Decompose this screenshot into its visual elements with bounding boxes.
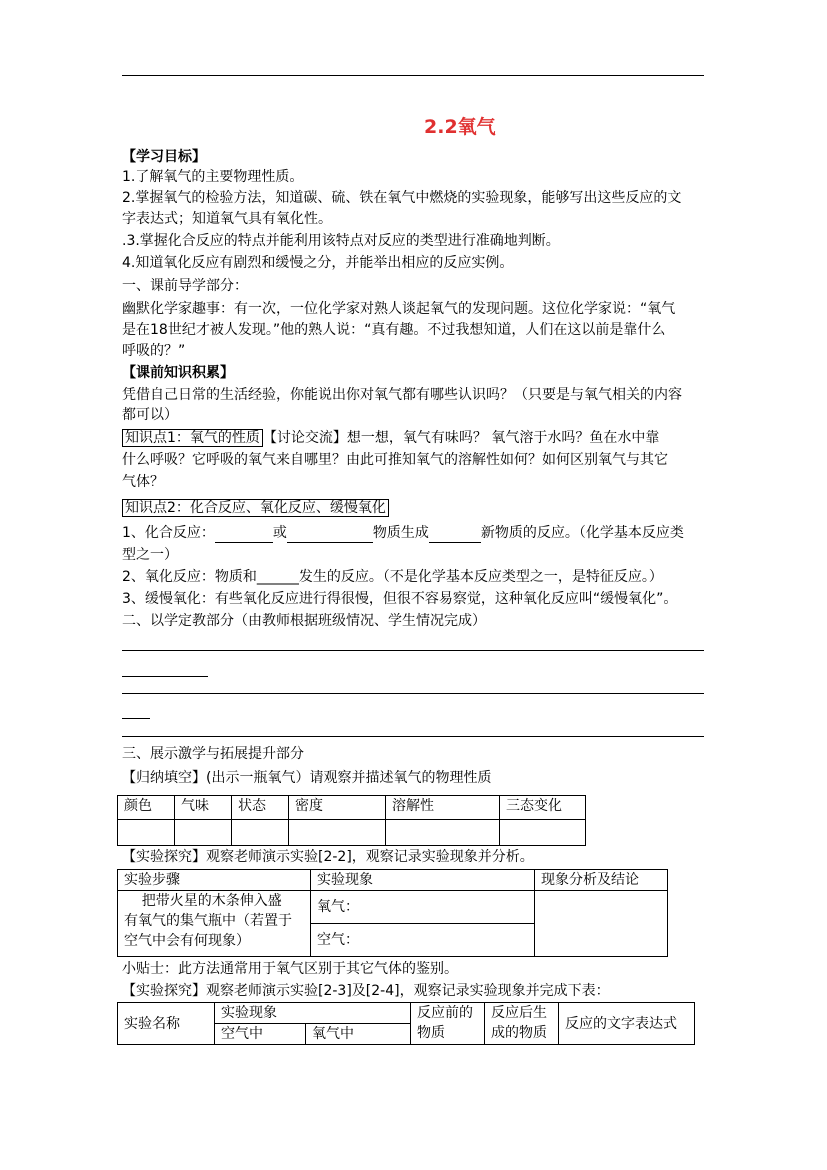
definition-compound-reaction: 1、化合反应： 或 物质生成 新物质的反应。（化学基本反应类 [122,525,684,541]
objective-item: 字表达式；知道氧气具有氧化性。 [122,211,332,227]
story-line: 幽默化学家趣事：有一次，一位化学家对熟人谈起氧气的发现问题。这位化学家说：“氧气 [122,301,676,317]
page-title: 2.2氧气 [424,116,496,138]
table-cell [386,820,500,846]
table-header: 实验现象 [311,870,535,891]
story-line: 是在18世纪才被人发现。”他的熟人说：“真有趣。不过我想知道，人们在这以前是靠什么 [122,322,666,338]
table-cell [175,820,232,846]
table-cell [535,891,668,957]
knowledge-heading: 【课前知识积累】 [122,365,234,381]
table-header: 实验步骤 [118,870,311,891]
reaction-table [117,1002,695,1045]
point1-text: 气体？ [122,474,164,490]
header-rule [122,75,704,76]
table-header: 密度 [289,796,386,820]
answer-line [122,676,208,677]
blank [287,526,373,543]
experiment-step: 把带火星的木条伸入盛 有氧气的集气瓶中（若置于 空气中会有何现象） [118,891,311,957]
table-header: 空气中 [215,1024,306,1045]
section-heading: 二、以学定教部分（由教师根据班级情况、学生情况完成） [122,613,486,629]
definition-compound-reaction: 型之一） [122,547,178,563]
table-header: 气味 [175,796,232,820]
table-header: 颜色 [118,796,175,820]
physical-properties-table [117,795,586,846]
table-header: 实验现象 [215,1003,411,1024]
oxygen-observation: 氧气： [311,891,535,924]
point1-label: 知识点1：氧气的性质 [122,429,263,447]
table-header: 实验名称 [118,1003,215,1045]
definition-slow-oxidation: 3、缓慢氧化：有些氧化反应进行得很慢，但很不容易察觉，这种氧化反应叫“缓慢氧化”。 [122,591,678,607]
table-header: 反应前的 物质 [411,1003,485,1045]
point1-row [122,428,659,448]
objective-item: 1.了解氧气的主要物理性质。 [122,169,304,185]
objectives-heading: 【学习目标】 [122,149,206,165]
section-heading: 三、展示激学与拓展提升部分 [122,746,304,762]
table-header: 状态 [232,796,289,820]
story-line: 呼吸的？” [122,343,186,359]
knowledge-text: 都可以） [122,407,178,423]
table-cell [500,820,586,846]
point2-row [122,498,389,518]
objective-item: 2.掌握氧气的检验方法，知道碳、硫、铁在氧气中燃烧的实验现象，能够写出这些反应的文 [122,190,682,206]
experiment-table [117,869,668,957]
answer-line [122,718,150,719]
air-observation: 空气： [311,924,535,957]
objective-item: 4.知道氧化反应有剧烈和缓慢之分，并能举出相应的反应实例。 [122,255,514,271]
definition-oxidation: 2、氧化反应：物质和______发生的反应。（不是化学基本反应类型之一，是特征反应。） [122,569,663,585]
table-header: 氧气中 [306,1024,411,1045]
point1-text: 什么呼吸？它呼吸的氧气来自哪里？由此可推知氧气的溶解性如何？如何区别氧气与其它 [122,452,668,468]
table-header: 三态变化 [500,796,586,820]
table-header: 现象分析及结论 [535,870,668,891]
objective-item: .3.掌握化合反应的特点并能利用该特点对反应的类型进行准确地判断。 [122,233,560,249]
answer-line [122,650,704,651]
tip-text: 小贴士：此方法通常用于氧气区别于其它气体的鉴别。 [122,961,458,977]
point1-text: 【讨论交流】想一想，氧气有味吗？ 氧气溶于水吗？鱼在水中靠 [262,430,660,446]
table-cell [232,820,289,846]
blank [215,526,273,543]
experiment-heading: 【实验探究】观察老师演示实验[2-3]及[2-4]，观察记录实验现象并完成下表： [122,983,610,999]
table-header: 溶解性 [386,796,500,820]
table-cell [118,820,175,846]
knowledge-text: 凭借自己日常的生活经验，你能说出你对氧气都有哪些认识吗？（只要是与氧气相关的内容 [122,387,682,403]
experiment-heading: 【实验探究】观察老师演示实验[2-2]，观察记录实验现象并分析。 [122,849,534,865]
table-header: 反应后生 成的物质 [485,1003,559,1045]
answer-line [122,736,704,737]
fill-heading: 【归纳填空】(出示一瓶氧气）请观察并描述氧气的物理性质 [122,770,492,786]
blank [429,526,481,543]
point2-label: 知识点2：化合反应、氧化反应、缓慢氧化 [122,499,389,517]
table-cell [289,820,386,846]
table-header: 反应的文字表达式 [559,1003,695,1045]
section-heading: 一、课前导学部分： [122,278,248,294]
answer-line [122,693,704,694]
